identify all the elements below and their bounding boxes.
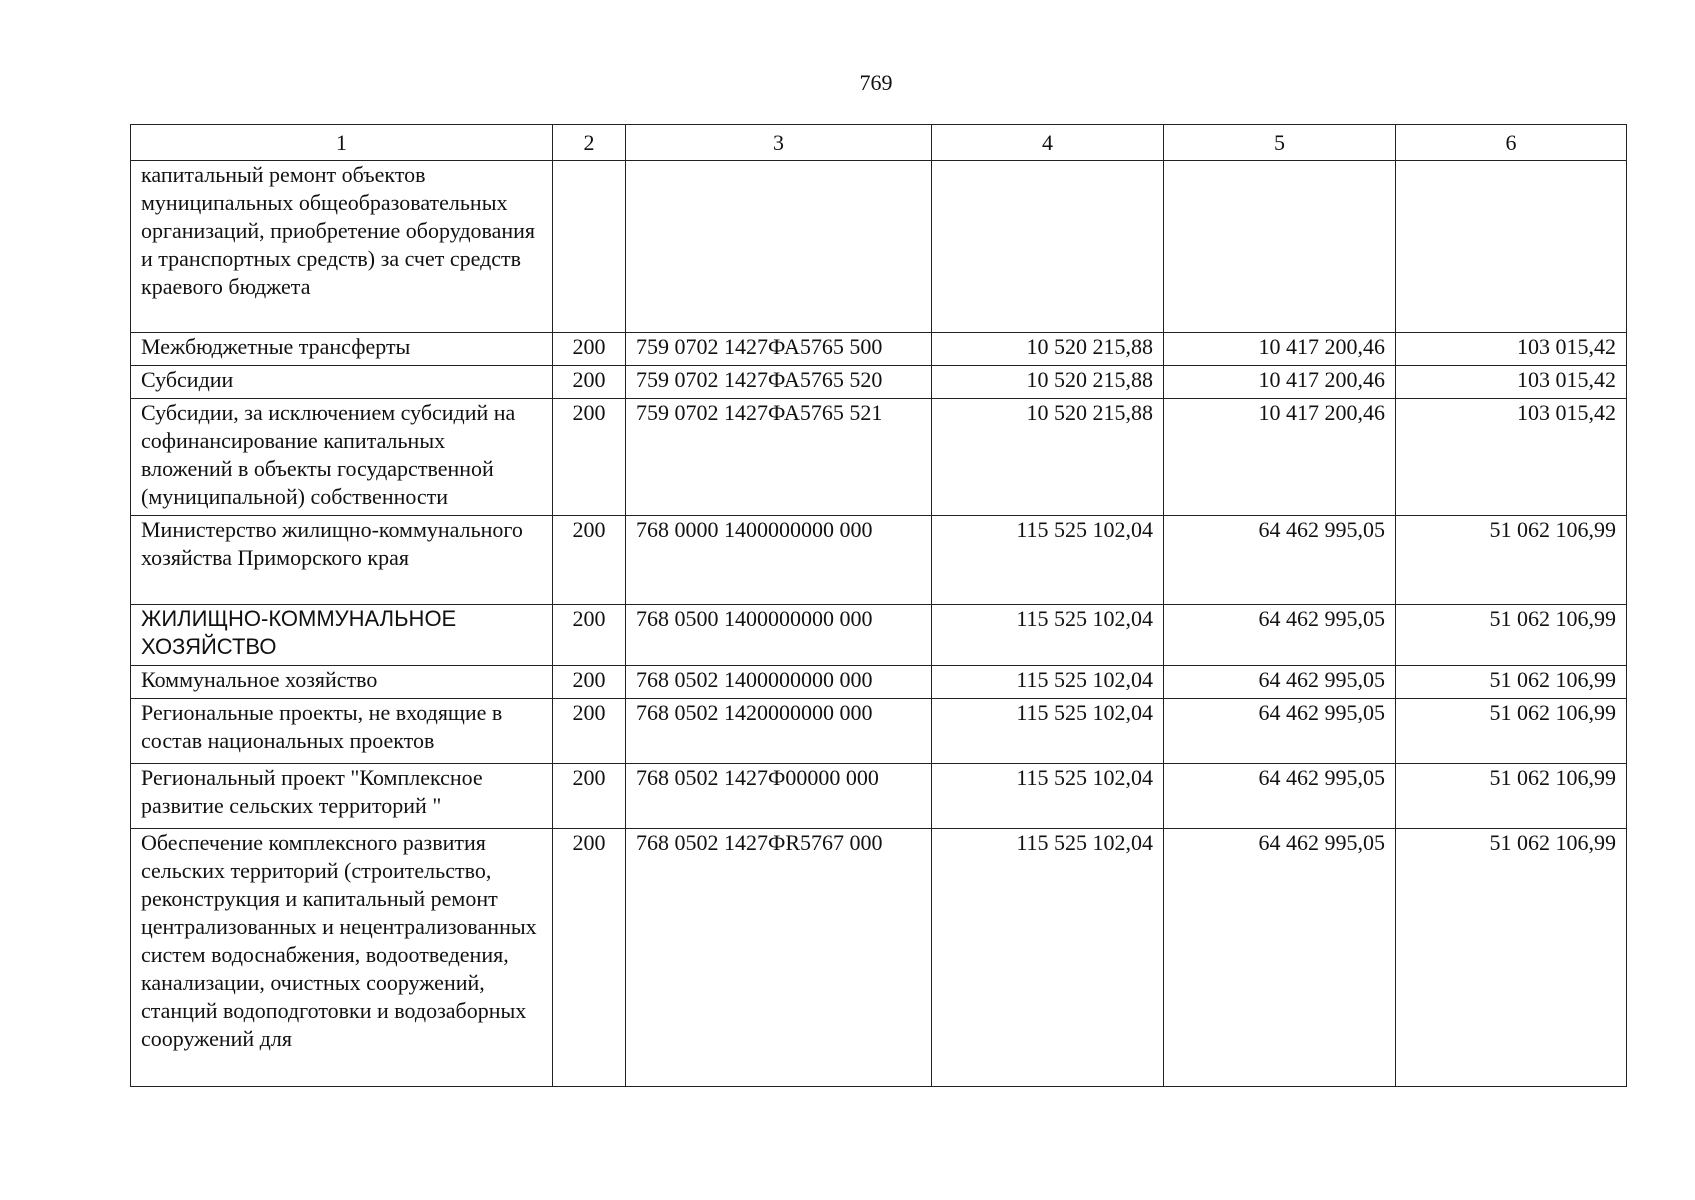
column-header-4: 4 xyxy=(932,125,1164,161)
row-name-cell: Субсидии xyxy=(131,366,553,399)
row-value4-cell: 115 525 102,04 xyxy=(932,666,1164,699)
row-code-cell: 768 0502 1427ФR5767 000 xyxy=(626,829,932,1087)
table-row xyxy=(131,366,1627,399)
row-value6-cell: 103 015,42 xyxy=(1396,399,1627,516)
table-row xyxy=(131,333,1627,366)
row-col2-cell: 200 xyxy=(553,366,626,399)
row-col2-cell: 200 xyxy=(553,666,626,699)
table-row xyxy=(131,829,1627,1087)
column-header-3: 3 xyxy=(626,125,932,161)
row-code-cell: 759 0702 1427ФА5765 521 xyxy=(626,399,932,516)
row-code-cell: 768 0000 1400000000 000 xyxy=(626,516,932,605)
row-value4-cell: 10 520 215,88 xyxy=(932,399,1164,516)
header-row xyxy=(131,125,1627,161)
row-code-cell: 768 0502 1420000000 000 xyxy=(626,699,932,764)
row-col2-cell: 200 xyxy=(553,605,626,666)
column-header-2: 2 xyxy=(553,125,626,161)
row-col2-cell: 200 xyxy=(553,399,626,516)
row-value5-cell: 64 462 995,05 xyxy=(1164,829,1396,1087)
row-col2-cell: 200 xyxy=(553,699,626,764)
page-number: 769 xyxy=(859,70,893,95)
row-value5-cell xyxy=(1164,161,1396,333)
row-col2-cell xyxy=(553,161,626,333)
row-name-cell: капитальный ремонт объектов муниципальных общеобразовательных организаций, приобретение оборудования и транспортных средств) за счет средств краевого бюджета xyxy=(131,161,553,333)
row-value6-cell: 51 062 106,99 xyxy=(1396,699,1627,764)
row-col2-cell: 200 xyxy=(553,829,626,1087)
column-header-5: 5 xyxy=(1164,125,1396,161)
row-value5-cell: 64 462 995,05 xyxy=(1164,666,1396,699)
row-value4-cell: 10 520 215,88 xyxy=(932,366,1164,399)
row-value6-cell xyxy=(1396,161,1627,333)
row-value5-cell: 64 462 995,05 xyxy=(1164,699,1396,764)
row-value5-cell: 10 417 200,46 xyxy=(1164,366,1396,399)
row-code-cell: 759 0702 1427ФА5765 500 xyxy=(626,333,932,366)
row-value4-cell: 115 525 102,04 xyxy=(932,829,1164,1087)
row-name-cell: Региональные проекты, не входящие в состав национальных проектов xyxy=(131,699,553,764)
row-value4-cell: 115 525 102,04 xyxy=(932,699,1164,764)
column-header-1: 1 xyxy=(131,125,553,161)
table-row xyxy=(131,161,1627,333)
row-value5-cell: 10 417 200,46 xyxy=(1164,333,1396,366)
row-col2-cell: 200 xyxy=(553,516,626,605)
row-value6-cell: 51 062 106,99 xyxy=(1396,666,1627,699)
row-value4-cell: 115 525 102,04 xyxy=(932,516,1164,605)
table-body xyxy=(131,161,1627,1087)
column-header-6: 6 xyxy=(1396,125,1627,161)
table-row xyxy=(131,666,1627,699)
row-name-cell: Региональный проект "Комплексное развитие сельских территорий " xyxy=(131,764,553,829)
row-value5-cell: 10 417 200,46 xyxy=(1164,399,1396,516)
row-code-cell xyxy=(626,161,932,333)
row-name-cell: Коммунальное хозяйство xyxy=(131,666,553,699)
row-value6-cell: 51 062 106,99 xyxy=(1396,516,1627,605)
row-name-cell: Министерство жилищно-коммунального хозяйства Приморского края xyxy=(131,516,553,605)
row-col2-cell: 200 xyxy=(553,764,626,829)
row-value6-cell: 103 015,42 xyxy=(1396,366,1627,399)
row-value4-cell: 115 525 102,04 xyxy=(932,764,1164,829)
row-value5-cell: 64 462 995,05 xyxy=(1164,764,1396,829)
row-value5-cell: 64 462 995,05 xyxy=(1164,605,1396,666)
row-value4-cell: 10 520 215,88 xyxy=(932,333,1164,366)
row-col2-cell: 200 xyxy=(553,333,626,366)
table-row xyxy=(131,699,1627,764)
row-value6-cell: 51 062 106,99 xyxy=(1396,605,1627,666)
row-name-cell: Обеспечение комплексного развития сельских территорий (строительство, реконструкция и капитальный ремонт централизованных и нецентрализованных систем водоснабжения, водоотведения, канализации, очистных сооружений, станций водоподготовки и водозаборных сооружений для xyxy=(131,829,553,1087)
row-value4-cell xyxy=(932,161,1164,333)
row-value6-cell: 103 015,42 xyxy=(1396,333,1627,366)
row-name-cell: Субсидии, за исключением субсидий на софинансирование капитальных вложений в объекты государственной (муниципальной) собственности xyxy=(131,399,553,516)
row-value6-cell: 51 062 106,99 xyxy=(1396,764,1627,829)
row-code-cell: 759 0702 1427ФА5765 520 xyxy=(626,366,932,399)
row-code-cell: 768 0502 1427Ф00000 000 xyxy=(626,764,932,829)
row-name-cell: ЖИЛИЩНО-КОММУНАЛЬНОЕ ХОЗЯЙСТВО xyxy=(131,605,553,666)
row-value6-cell: 51 062 106,99 xyxy=(1396,829,1627,1087)
table-row xyxy=(131,605,1627,666)
table-row xyxy=(131,764,1627,829)
row-value5-cell: 64 462 995,05 xyxy=(1164,516,1396,605)
budget-table xyxy=(130,124,1627,1087)
table-row xyxy=(131,399,1627,516)
row-code-cell: 768 0500 1400000000 000 xyxy=(626,605,932,666)
table-row xyxy=(131,516,1627,605)
row-name-cell: Межбюджетные трансферты xyxy=(131,333,553,366)
row-value4-cell: 115 525 102,04 xyxy=(932,605,1164,666)
row-code-cell: 768 0502 1400000000 000 xyxy=(626,666,932,699)
